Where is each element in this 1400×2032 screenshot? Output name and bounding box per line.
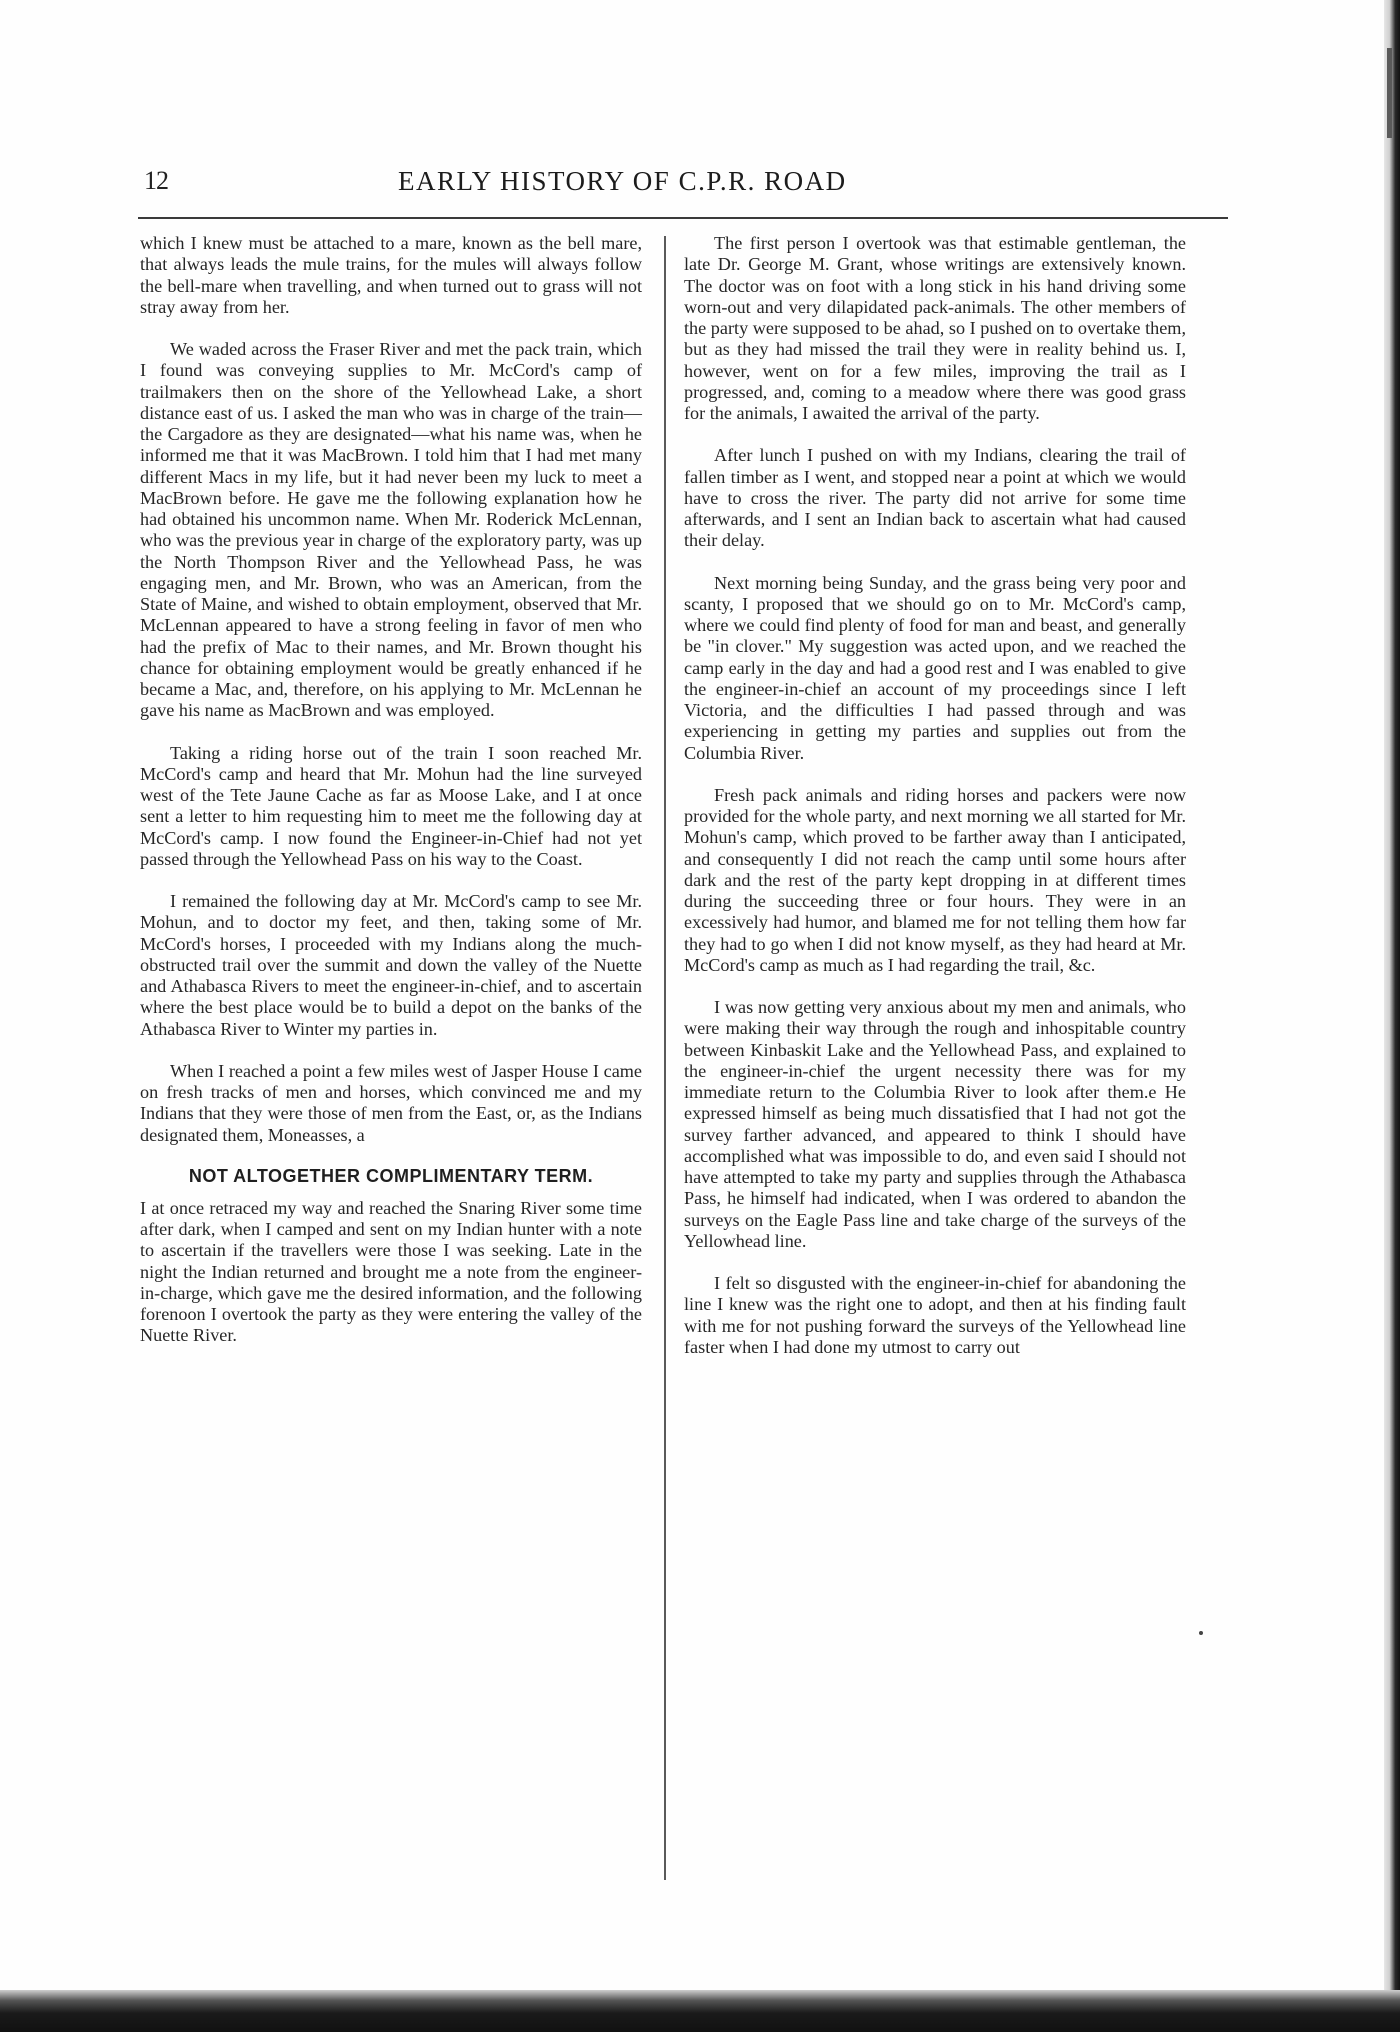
page-edge-shadow-right — [1384, 0, 1400, 2032]
paragraph: The first person I overtook was that estimable gentleman, the late Dr. George M. Grant, whose writings are extensively known. The doctor was on foot with a long stick in his hand driving some worn-out and very dilapidated pack-animals. The other members of the party were supposed to be ahad, so I pushed on to overtake them, but as they had missed the trail they were in reality behind us. I, however, went on for a few miles, improving the trail as I progressed, and, coming to a meadow where there was good grass for the animals, I awaited the arrival of the party. — [684, 233, 1186, 423]
page-number: 12 — [144, 166, 168, 195]
paragraph: which I knew must be attached to a mare, known as the bell mare, that always leads the mule trains, for the mules will always follow the bell-mare when travelling, and when turned out to grass will not stray away from her. — [140, 233, 642, 317]
paragraph: We waded across the Fraser River and met the pack train, which I found was conveying supplies to Mr. McCord's camp of trailmakers then on the shore of the Yellowhead Lake, a short distance east of us. I asked the man who was in charge of the train—the Cargadore as they are designated—what his name was, when he informed me that it was MacBrown. I told him that I had met many different Macs in my life, but it had never been my luck to meet a MacBrown before. He gave me the following explanation how he had obtained his uncommon name. When Mr. Roderick McLennan, who was the previous year in charge of the exploratory party, was up the North Thompson River and the Yellowhead Pass, he was engaging men, and Mr. Brown, who was an American, from the State of Maine, and wished to obtain employment, observed that Mr. McLennan appeared to have a strong feeling in favor of men who had the prefix of Mac to their names, and Mr. Brown thought his chance for obtaining employment would be greatly enhanced if he became a Mac, and, therefore, on his applying to Mr. McLennan he gave his name as MacBrown and was employed. — [140, 339, 642, 721]
scan-edge-mark — [1387, 48, 1392, 138]
left-column — [140, 233, 642, 1347]
paragraph: Next morning being Sunday, and the grass being very poor and scanty, I proposed that we should go on to Mr. McCord's camp, where we could find plenty of food for man and beast, and generally be "in clover." My suggestion was acted upon, and we reached the camp early in the day and had a good rest and I was enabled to give the engineer-in-chief an account of my proceedings since I left Victoria, and the difficulties I had passed through and was experiencing in getting my parties and supplies out from the Columbia River. — [684, 572, 1186, 763]
paragraph: After lunch I pushed on with my Indians, clearing the trail of fallen timber as I went, and stopped near a point at which we would have to cross the river. The party did not arrive for some time afterwards, and I sent an Indian back to ascertain what had caused their delay. — [684, 445, 1186, 551]
header-rule — [138, 217, 1228, 219]
paragraph: Fresh pack animals and riding horses and packers were now provided for the whole party, and next morning we all started for Mr. Mohun's camp, which proved to be farther away than I anticipated, and consequently I did not reach the camp until some hours after dark and the rest of the party kept dropping in at different times during the succeeding three or four hours. They were in an excessively had humor, and blamed me for not telling them how far they had to go when I did not know myself, as they had heard at Mr. McCord's camp as much as I had regarding the trail, &c. — [684, 784, 1186, 975]
right-column — [684, 233, 1186, 1358]
paragraph: Taking a riding horse out of the train I soon reached Mr. McCord's camp and heard that Mr. Mohun had the line surveyed west of the Tete Jaune Cache as far as Moose Lake, and I at once sent a letter to him requesting him to meet me the following day at McCord's camp. I now found the Engineer-in-Chief had not yet passed through the Yellowhead Pass on his way to the Coast. — [140, 742, 642, 869]
paragraph: I at once retraced my way and reached the Snaring River some time after dark, when I camped and sent on my Indian hunter with a note to ascertain if the travellers were those I was seeking. Late in the night the Indian returned and brought me a note from the engineer-in-charge, which gave me the desired information, and the following forenoon I overtook the party as they were entering the valley of the Nuette River. — [140, 1197, 642, 1346]
margin-mark — [1199, 1631, 1203, 1635]
paragraph: I felt so disgusted with the engineer-in-chief for abandoning the line I knew was the right one to adopt, and then at his finding fault with me for not pushing forward the surveys of the Yellowhead line faster when I had done my utmost to carry out — [684, 1273, 1186, 1357]
paragraph: I was now getting very anxious about my men and animals, who were making their way through the rough and inhospitable country between Kinbaskit Lake and the Yellowhead Pass, and explained to the engineer-in-chief the urgent necessity there was for my immediate return to the Columbia River to look after them.e He expressed himself as being much dissatisfied that I had not got the survey farther advanced, and appeared to think I should have accomplished what was impossible to do, and even said I should not have attempted to take my party and supplies through the Athabasca Pass, he himself had indicated, when I was ordered to abandon the surveys on the Eagle Pass line and take charge of the surveys of the Yellowhead line. — [684, 997, 1186, 1251]
page-edge-shadow-bottom — [0, 1990, 1400, 2032]
paragraph: I remained the following day at Mr. McCord's camp to see Mr. Mohun, and to doctor my feet, and then, taking some of Mr. McCord's horses, I proceeded with my Indians along the much-obstructed trail over the summit and down the valley of the Nuette and Athabasca Rivers to meet the engineer-in-chief, and to ascertain where the best place would be to build a depot on the banks of the Athabasca River to Winter my parties in. — [140, 891, 642, 1039]
paragraph: When I reached a point a few miles west of Jasper House I came on fresh tracks of men and horses, which convinced me and my Indians that they were those of men from the East, or, as the Indians designated them, Moneasses, a — [140, 1060, 642, 1145]
section-subheading: NOT ALTOGETHER COMPLIMENTARY TERM. — [188, 1165, 594, 1186]
running-title: EARLY HISTORY OF C.P.R. ROAD — [398, 166, 847, 196]
column-divider — [664, 236, 666, 1880]
